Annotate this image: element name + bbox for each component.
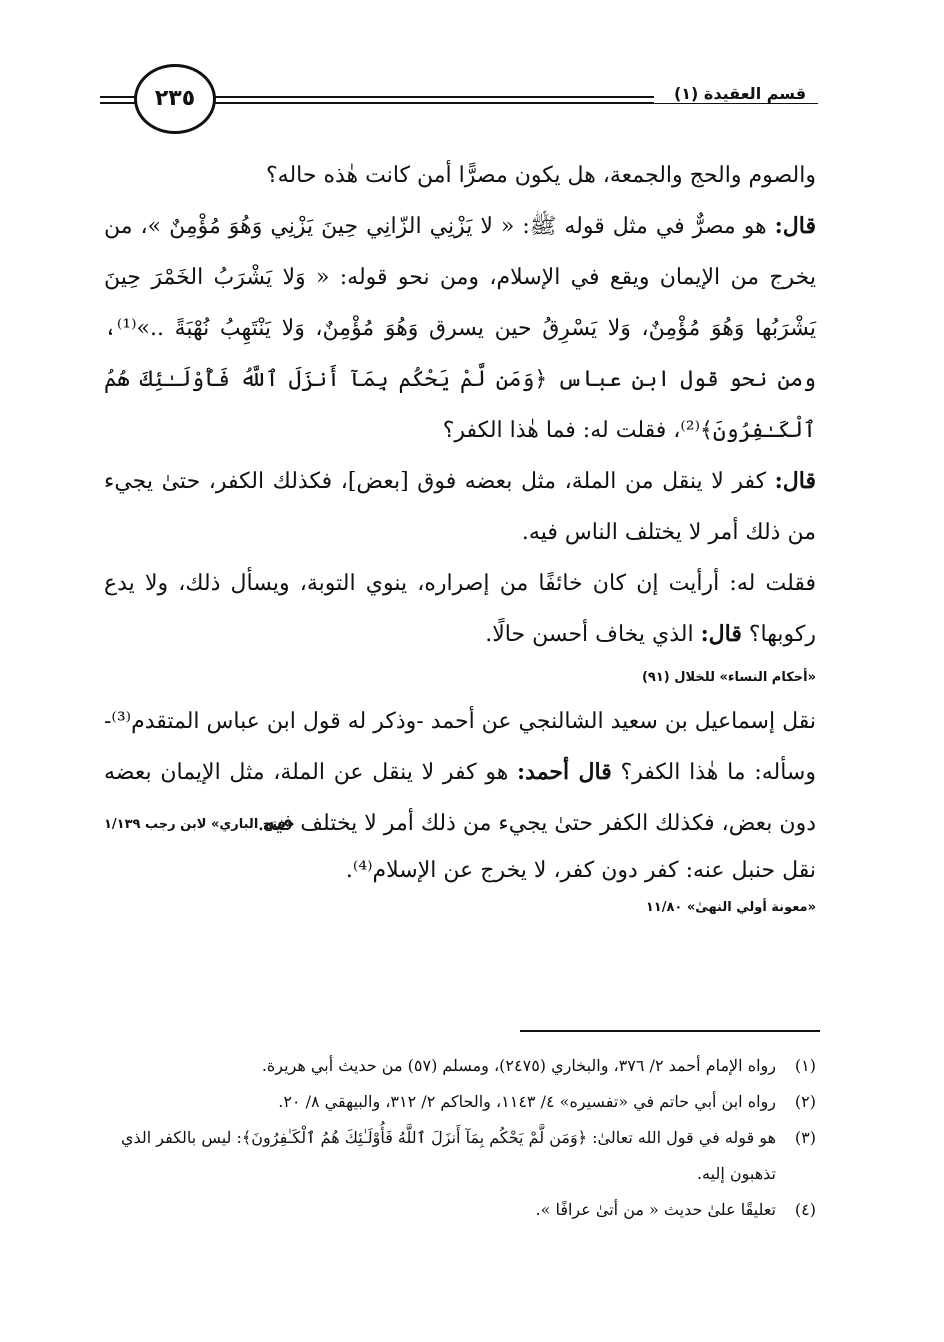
paragraph: والصوم والحج والجمعة، هل يكون مصرًّا أمن كانت هٰذه حاله؟ (265, 163, 816, 188)
footnote-text: تعليقًا علىٰ حديث « من أتىٰ عرافًا ». (535, 1200, 776, 1219)
footnote-divider (520, 1030, 820, 1032)
paragraph (104, 558, 816, 660)
footnote-item (104, 1048, 816, 1084)
source-citation: «أحكام النساء» للخلال (٩١) (641, 670, 816, 685)
page-number: ٢٣٥ (134, 64, 216, 134)
source-citation: «فتح الباري» لابن رجب ١/١٣٩ (104, 817, 295, 832)
speaker-label: قال: (774, 468, 816, 494)
footnote-number: (١) (794, 1056, 816, 1075)
section-title: قسم العقيدة (١) (654, 84, 826, 103)
footnote-number: (٢) (794, 1092, 816, 1111)
footnote-text: هو قوله في قول الله تعالىٰ: ﴿وَمَن لَّمْ يَحْكُم بِمَآ أَنزَلَ ٱللَّهُ فَأُوْلَـٰئِكَ هُمُ ٱلْكَـٰفِرُونَ﴾: ليس بالكفر الذي تذهبون إليه. (120, 1128, 776, 1183)
paragraph-text: نقل إسماعيل بن سعيد الشالنجي عن أحمد -وذكر له قول ابن عباس المتقدم⁽³⁾- وسأله: ما هٰذا الكفر؟ (104, 709, 816, 785)
paragraph (104, 201, 816, 456)
paragraph-text: هو مصرٌّ في مثل قوله ﷺ: « لا يَزْنِي الزّانِي حِينَ يَزْنِي وَهُوَ مُؤْمِنٌ »، من يخرج من الإيمان ويقع في الإسلام، ومن نحو قوله: « وَلا يَشْرَبُ الخَمْرَ حِينَ يَشْرَبُها وَهُوَ مُؤْمِنٌ، وَلا يَسْرِقُ حين يسرق وَهُوَ مُؤْمِنٌ، وَلا يَنْتَهِبُ نُهْبَةً ..»⁽¹⁾، ومن نحو قول ابن عباس ﴿وَمَن لَّمْ يَحْكُم بِمَآ أَنزَلَ ٱللَّهُ فَأُوْلَـٰئِكَ هُمُ ٱلْكَـٰفِرُونَ﴾⁽²⁾، فقلت له: فما هٰذا الكفر؟ (104, 214, 816, 443)
footnote-item (104, 1084, 816, 1120)
paragraph: نقل حنبل عنه: كفر دون كفر، لا يخرج عن الإسلام⁽⁴⁾. (345, 858, 816, 883)
footnote-item (104, 1192, 816, 1228)
paragraph-text: فقلت له: أرأيت إن كان خائفًا من إصراره، ينوي التوبة، ويسأل ذلك، ولا يدع ركوبها؟ (104, 571, 816, 647)
header-rule (214, 102, 644, 104)
speaker-label: قال: (700, 621, 742, 647)
header-rule (214, 96, 644, 98)
paragraph (104, 456, 816, 558)
speaker-label: قال أحمد: (517, 759, 612, 785)
page-header (0, 0, 944, 140)
footnote-number: (٣) (794, 1128, 816, 1147)
footnote-text: رواه ابن أبي حاتم في «تفسيره» ٤/ ١١٤٣، والحاكم ٢/ ٣١٢، والبيهقي ٨/ ٢٠. (278, 1092, 776, 1111)
paragraph-text: كفر لا ينقل من الملة، مثل بعضه فوق [بعض]، فكذلك الكفر، حتىٰ يجيء من ذلك أمر لا يختلف الناس فيه. (104, 469, 816, 545)
footnote-number: (٤) (794, 1200, 816, 1219)
speaker-label: قال: (774, 213, 816, 239)
footnote-text: رواه الإمام أحمد ٢/ ٣٧٦، والبخاري (٢٤٧٥)، ومسلم (٥٧) من حديث أبي هريرة. (261, 1056, 776, 1075)
paragraph-text: الذي يخاف أحسن حالًا. (485, 622, 701, 647)
source-citation: «معونة أولي النهىٰ» ١١/٨٠ (645, 900, 816, 915)
footnote-item (104, 1120, 816, 1192)
footnotes (104, 1048, 816, 1228)
main-text (104, 150, 816, 920)
paragraph-text: هو كفر لا ينقل عن الملة، مثل الإيمان بعضه دون بعض، فكذلك الكفر حتىٰ يجيء من ذلك أمر لا يختلف فيه. (104, 760, 816, 836)
